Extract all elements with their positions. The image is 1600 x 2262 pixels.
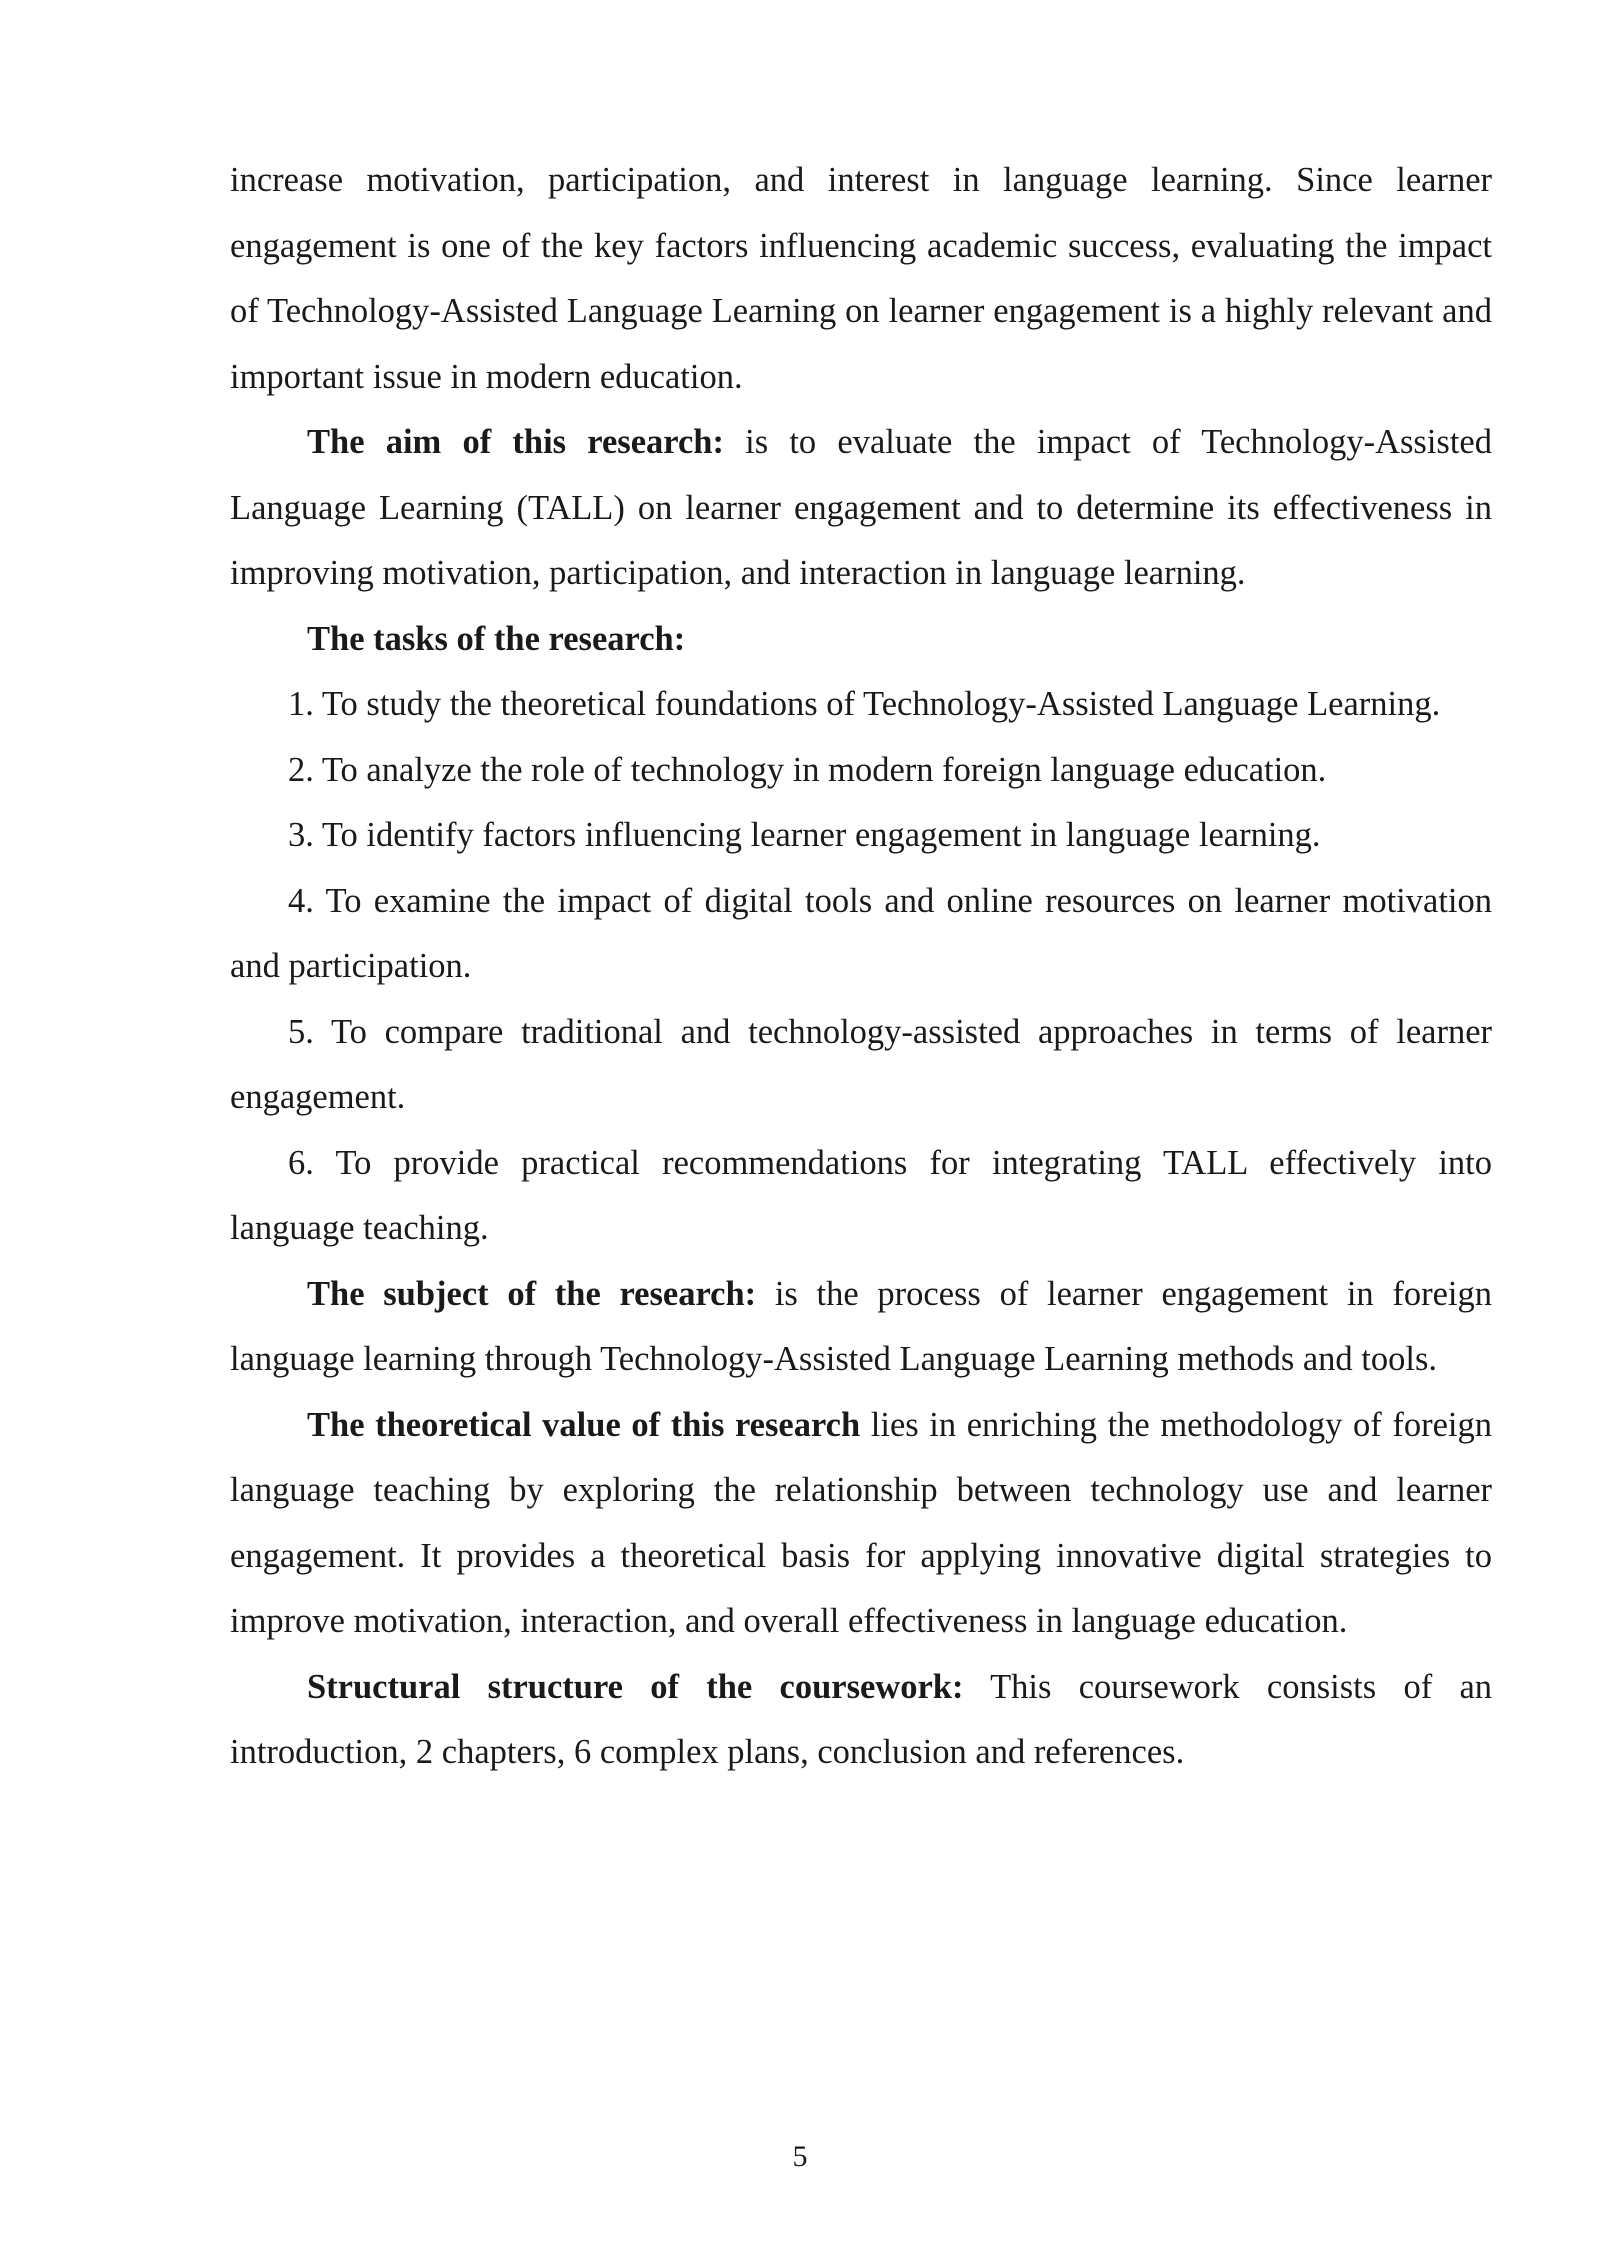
document-body xyxy=(230,148,1492,1786)
tasks-heading-label: The tasks of the research: xyxy=(307,619,686,658)
task-item-6: 6. To provide practical recommendations for integrating TALL effectively into language teaching. xyxy=(230,1143,1492,1247)
theoretical-value-label: The theoretical value of this research xyxy=(307,1405,861,1444)
structure-label: Structural structure of the coursework: xyxy=(307,1667,964,1706)
intro-paragraph: increase motivation, participation, and interest in language learning. Since learner engagement is one of the key factors influencing academic success, evaluating the impact of Technology-Assisted Language Learning on learner engagement is a highly relevant and important issue in modern education. xyxy=(230,161,1492,396)
page-number: 5 xyxy=(792,2140,808,2173)
subject-label: The subject of the research: xyxy=(307,1274,757,1313)
subject-paragraph xyxy=(230,1262,1492,1393)
theoretical-value-text: lies in enriching the methodology of foreign language teaching by exploring the relationship between technology use and learner engagement. It provides a theoretical basis for applying innovative digital strategies to improve motivation, interaction, and overall effectiveness in language education. xyxy=(230,1405,1492,1640)
task-item-1: 1. To study the theoretical foundations of Technology-Assisted Language Learning. xyxy=(288,685,1441,723)
aim-paragraph xyxy=(230,410,1492,607)
task-item-2: 2. To analyze the role of technology in modern foreign language education. xyxy=(288,750,1327,789)
task-item-5: 5. To compare traditional and technology-assisted approaches in terms of learner engagement. xyxy=(230,1012,1492,1116)
subject-text: is the process of learner engagement in foreign language learning through Technology-Assisted Language Learning methods and tools. xyxy=(230,1274,1492,1378)
task-item-3: 3. To identify factors influencing learner engagement in language learning. xyxy=(288,816,1321,854)
structure-text: This coursework consists of an introduction, 2 chapters, 6 complex plans, conclusion and references. xyxy=(230,1667,1493,1771)
structure-paragraph xyxy=(230,1655,1492,1786)
aim-label: The aim of this research: xyxy=(307,423,724,461)
tasks-heading xyxy=(230,607,1492,673)
task-item-4: 4. To examine the impact of digital tools and online resources on learner motivation and participation. xyxy=(230,881,1492,985)
aim-text: is to evaluate the impact of Technology-Assisted Language Learning (TALL) on learner engagement and to determine its effectiveness in improving motivation, participation, and interaction in language learning. xyxy=(230,423,1492,592)
theoretical-value-paragraph xyxy=(230,1393,1492,1655)
